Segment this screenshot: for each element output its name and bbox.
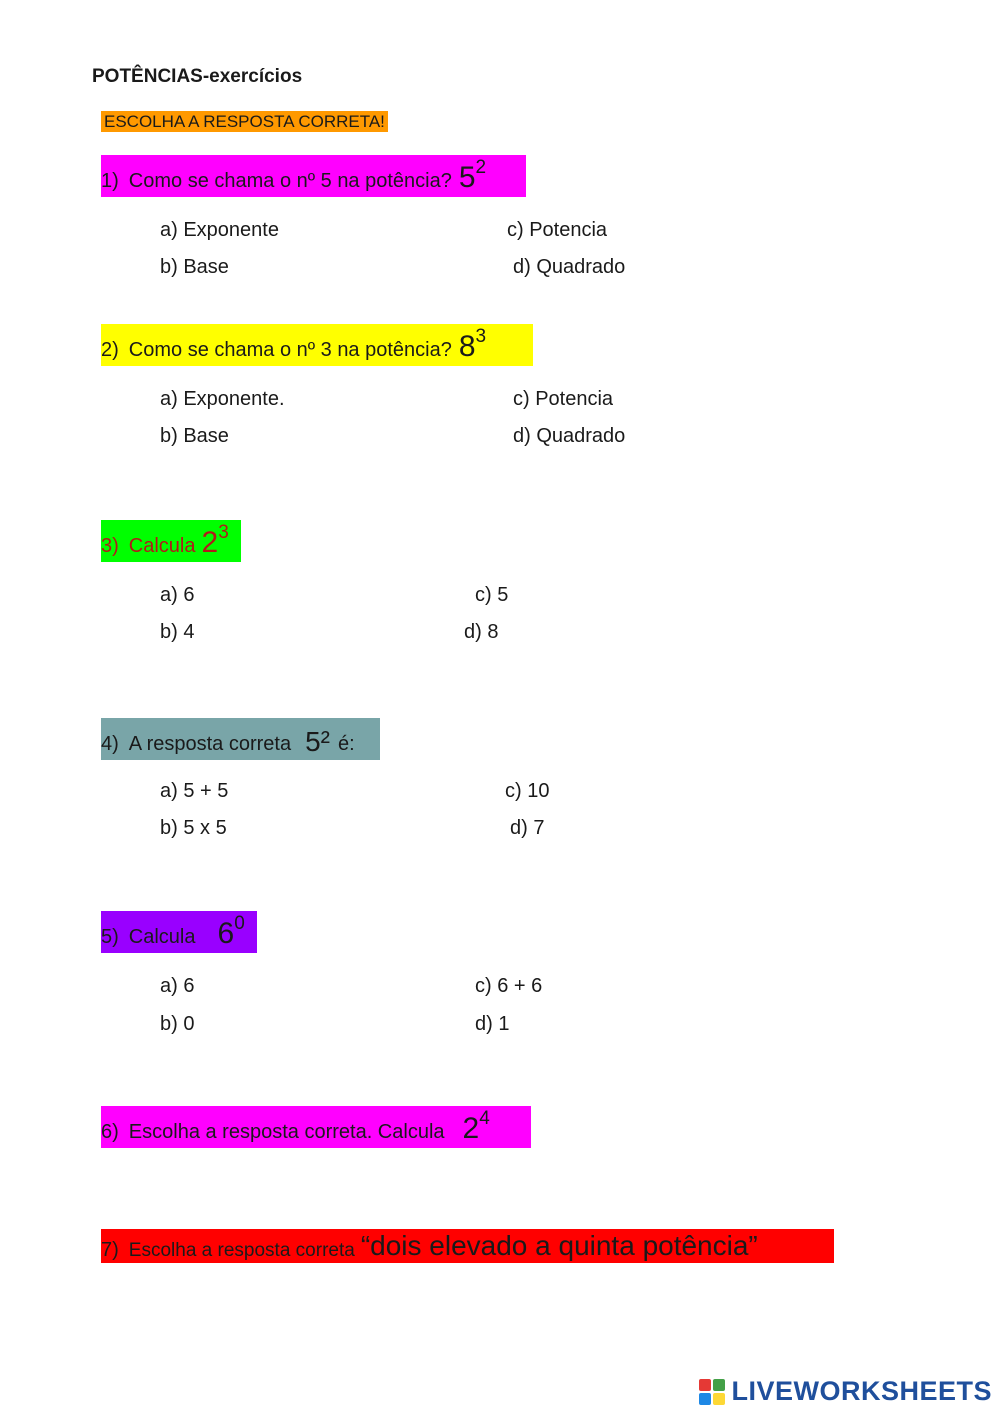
option-d[interactable]: d) Quadrado (513, 256, 626, 278)
option-a[interactable]: a) 5 + 5 (160, 780, 229, 802)
power-exponent: 4 (479, 1108, 490, 1129)
question-1 (101, 155, 526, 197)
option-b[interactable]: b) Base (160, 425, 229, 447)
question-number: 4) (101, 733, 119, 755)
question-text: Escolha a resposta correta (128, 1240, 355, 1261)
option-d[interactable]: d) 8 (464, 621, 499, 643)
power-expression (217, 913, 245, 950)
power-base: 2 (201, 526, 219, 559)
power-exponent: 3 (218, 522, 229, 543)
question-number: 2) (101, 339, 119, 361)
power-base: 2 (462, 1112, 480, 1145)
option-b[interactable]: b) 4 (160, 621, 195, 643)
power-expression (458, 157, 487, 194)
option-b[interactable]: b) 5 x 5 (160, 817, 227, 839)
power-exponent: 2 (475, 157, 487, 178)
logo-text: LIVEWORKSHEETS (731, 1376, 992, 1406)
option-d[interactable]: d) 7 (510, 817, 545, 839)
option-a[interactable]: a) Exponente (160, 219, 279, 241)
question-quote: “dois elevado a quinta potência” (360, 1230, 758, 1261)
option-b[interactable]: b) Base (160, 256, 229, 278)
question-number: 1) (101, 170, 119, 192)
question-text: Calcula (128, 535, 196, 557)
power-base: 8 (458, 330, 476, 363)
question-7 (101, 1229, 834, 1263)
option-a[interactable]: a) 6 (160, 584, 195, 606)
liveworksheets-logo-icon (699, 1379, 725, 1405)
option-c[interactable]: c) Potencia (507, 219, 608, 241)
option-c[interactable]: c) 5 (475, 584, 509, 606)
question-2 (101, 324, 533, 366)
option-c[interactable]: c) 10 (505, 780, 550, 802)
question-number: 5) (101, 926, 119, 948)
question-suffix: é: (338, 733, 355, 755)
question-3 (101, 520, 241, 562)
power-expression: 5² (305, 726, 331, 757)
question-text: Escolha a resposta correta. Calcula (128, 1121, 445, 1143)
question-text: Como se chama o nº 3 na potência? (128, 339, 452, 361)
question-number: 6) (101, 1121, 119, 1143)
power-expression (201, 522, 229, 559)
question-text: A resposta correta (128, 733, 292, 755)
power-exponent: 0 (234, 913, 245, 934)
power-base: 5 (458, 161, 476, 194)
page-title: POTÊNCIAS-exercícios (92, 66, 303, 87)
question-text: Como se chama o nº 5 na potência? (128, 170, 452, 192)
power-expression (458, 326, 487, 363)
power-base: 6 (217, 917, 235, 950)
option-b[interactable]: b) 0 (160, 1013, 195, 1035)
option-c[interactable]: c) 6 + 6 (475, 975, 543, 997)
option-d[interactable]: d) 1 (475, 1013, 510, 1035)
option-c[interactable]: c) Potencia (513, 388, 614, 410)
question-6 (101, 1106, 531, 1148)
option-a[interactable]: a) Exponente. (160, 388, 285, 410)
instruction-banner: ESCOLHA A RESPOSTA CORRETA! (101, 111, 388, 132)
question-text: Calcula (128, 926, 196, 948)
question-number: 7) (101, 1239, 119, 1261)
question-4 (101, 718, 380, 760)
liveworksheets-logo[interactable] (699, 1376, 992, 1407)
option-d[interactable]: d) Quadrado (513, 425, 626, 447)
question-number: 3) (101, 535, 119, 557)
power-exponent: 3 (475, 326, 487, 347)
power-expression (462, 1108, 490, 1145)
option-a[interactable]: a) 6 (160, 975, 195, 997)
question-5 (101, 911, 257, 953)
